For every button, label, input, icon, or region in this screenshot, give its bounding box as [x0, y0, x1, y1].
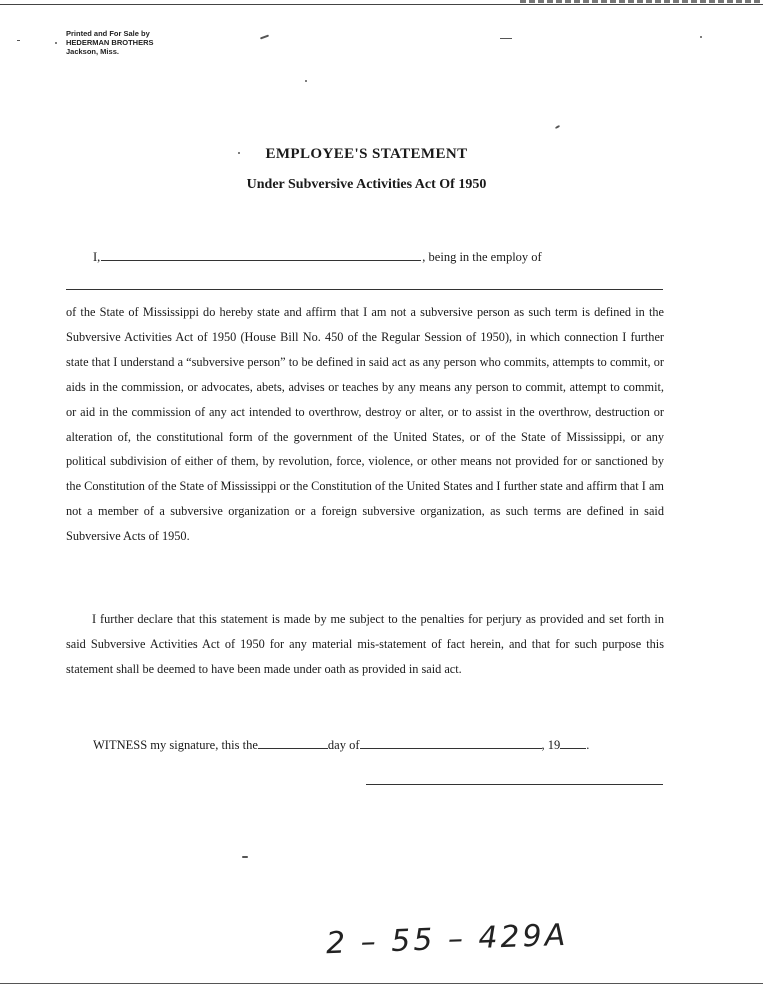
scan-speck	[555, 125, 560, 129]
year-blank[interactable]	[560, 738, 586, 749]
scan-speck	[700, 36, 702, 38]
document-title: EMPLOYEE'S STATEMENT	[265, 146, 468, 162]
top-edge-dash	[520, 0, 763, 3]
scan-speck	[55, 42, 57, 44]
day-of-label: day of	[327, 738, 360, 752]
employ-suffix: , being in the employ of	[422, 250, 542, 264]
signature-blank[interactable]	[366, 784, 663, 785]
employee-name-line	[93, 250, 583, 265]
document-subtitle: Under Subversive Activities Act Of 1950	[246, 177, 487, 192]
month-blank[interactable]	[360, 738, 542, 749]
scan-speck	[242, 856, 248, 858]
day-blank[interactable]	[258, 738, 328, 749]
year-end: .	[586, 738, 590, 752]
top-edge-rule	[0, 4, 763, 5]
year-prefix: , 19	[541, 738, 561, 752]
printer-line-3: Jackson, Miss.	[66, 47, 119, 56]
printer-line-1: Printed and For Sale by	[66, 29, 150, 38]
scan-speck	[260, 35, 269, 40]
scan-speck	[17, 40, 20, 41]
witness-prefix: WITNESS my signature, this the	[93, 738, 258, 752]
bottom-edge-rule	[0, 983, 763, 984]
witness-line	[93, 738, 653, 753]
handwritten-file-number: 2 – 55 – 429A	[325, 917, 569, 962]
printer-line-2: HEDERMAN BROTHERS	[66, 38, 154, 47]
scan-speck	[238, 152, 240, 154]
statement-paragraph-2: I further declare that this statement is made by me subject to the penalties for perjury as provided and set forth in said Subversive Activities Act of 1950 for any material mis-statement of fact herein, and that for such purpose this statement shall be deemed to have been made under oath as provided in said act.	[66, 612, 664, 676]
employee-name-blank[interactable]	[101, 250, 421, 261]
statement-paragraph-1: of the State of Mississippi do hereby state and affirm that I am not a subversive person as such term is defined in the Subversive Activities Act of 1950 (House Bill No. 450 of the Regular Session of 1950), in which connection I further state that I understand a “subversive person” to be defined in said act as any person who commits, attempts to commit, or aids in the commission, or advocates, abets, advises or teaches by any means any person to commit, attempt to commit, or aid in the commission of any act intended to overthrow, destroy or alter, or to assist in the overthrow, destruction or alteration of, the constitutional form of the government of the United States, or of the State of Mississippi, or any political subdivision of either of them, by revolution, force, violence, or other means not provided for or sanctioned by the Constitution of the State of Mississippi or the Constitution of the United States and I further state and affirm that I am not a member of a subversive organization or a foreign subversive organization, as such terms are defined in said Subversive Acts of 1950.	[66, 305, 664, 544]
scan-speck	[305, 80, 307, 82]
employ-prefix: I,	[93, 250, 101, 264]
printer-imprint	[66, 29, 154, 56]
scan-speck	[500, 38, 512, 39]
employer-name-blank[interactable]	[66, 289, 663, 290]
